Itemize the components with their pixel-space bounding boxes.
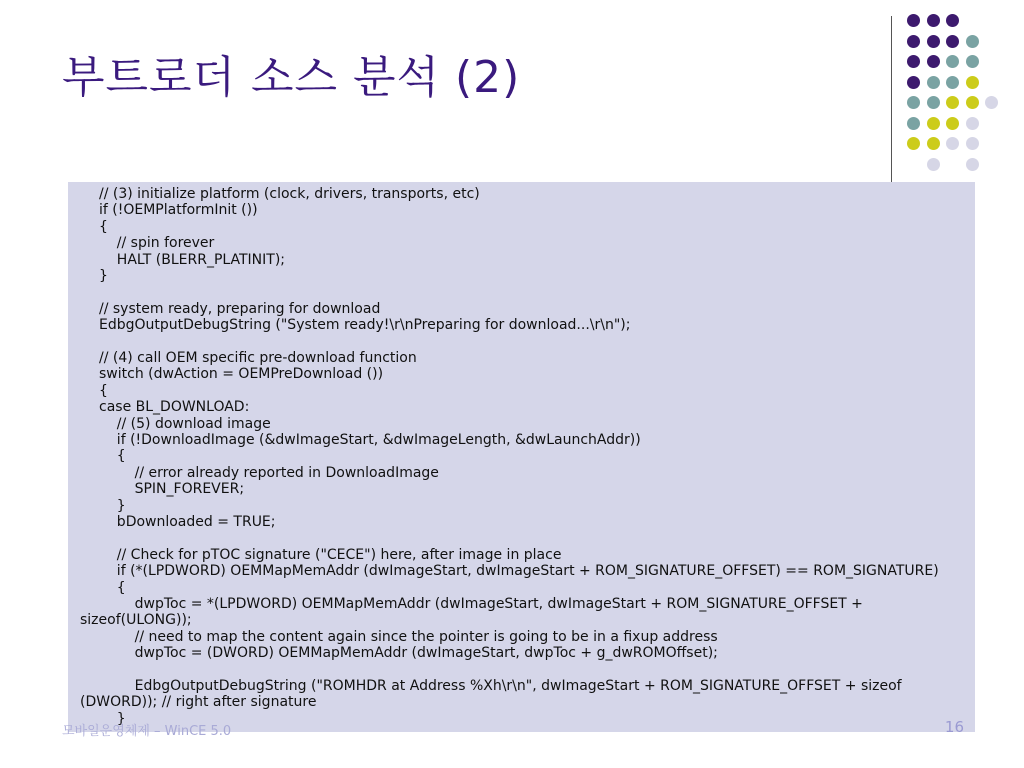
code-line: // (3) initialize platform (clock, drivers, transports, etc)	[99, 186, 480, 202]
decorative-dot	[927, 35, 940, 48]
code-line: dwpToc = *(LPDWORD) OEMMapMemAddr (dwImageStart, dwImageStart + ROM_SIGNATURE_OFFSET +	[99, 596, 863, 612]
decorative-dot	[966, 55, 979, 68]
decorative-dot	[946, 96, 959, 109]
decorative-dot	[927, 117, 940, 130]
code-line: EdbgOutputDebugString ("ROMHDR at Address %Xh\r\n", dwImageStart + ROM_SIGNATURE_OFFSET + sizeof	[99, 678, 902, 694]
code-line: }	[99, 497, 126, 514]
code-line: // Check for pTOC signature ("CECE") here, after image in place	[99, 546, 562, 563]
code-line: {	[99, 382, 108, 399]
code-line: switch (dwAction = OEMPreDownload ())	[99, 366, 384, 383]
code-line: (DWORD)); // right after signature	[80, 694, 317, 711]
code-line: }	[99, 268, 108, 284]
code-line: dwpToc = (DWORD) OEMMapMemAddr (dwImageStart, dwpToc + g_dwROMOffset);	[99, 645, 718, 662]
code-line: // (5) download image	[99, 415, 271, 432]
decorative-dot	[966, 76, 979, 89]
decorative-dot	[966, 35, 979, 48]
code-line: {	[99, 448, 126, 465]
code-block	[68, 182, 975, 732]
decorative-dot	[946, 55, 959, 68]
code-line: {	[99, 579, 126, 596]
code-line: {	[99, 218, 108, 235]
footer-course-name: 모바일운영체제 – WinCE 5.0	[62, 724, 232, 739]
code-line: EdbgOutputDebugString ("System ready!\r\nPreparing for download...\r\n");	[99, 317, 631, 334]
decorative-dot	[927, 137, 940, 150]
code-line: sizeof(ULONG));	[80, 612, 192, 629]
decorative-dot	[907, 35, 920, 48]
code-line: // system ready, preparing for download	[99, 300, 381, 317]
decorative-dot	[907, 96, 920, 109]
decorative-dot	[927, 55, 940, 68]
code-line: }	[99, 710, 126, 727]
decorative-dot	[927, 96, 940, 109]
decorative-dot	[927, 158, 940, 171]
decorative-dot	[966, 137, 979, 150]
decorative-dot	[946, 35, 959, 48]
decorative-dot	[946, 137, 959, 150]
decorative-dot	[907, 117, 920, 130]
decorative-dot	[907, 137, 920, 150]
code-line: SPIN_FOREVER;	[99, 481, 245, 498]
code-line: HALT (BLERR_PLATINIT);	[99, 251, 286, 268]
decorative-dot-grid	[907, 14, 1007, 174]
code-line: // (4) call OEM specific pre-download function	[99, 350, 417, 366]
decorative-dot	[927, 76, 940, 89]
decorative-dot	[966, 117, 979, 130]
title-divider	[891, 16, 892, 182]
code-line: // spin forever	[99, 235, 215, 252]
decorative-dot	[927, 14, 940, 27]
decorative-dot	[946, 14, 959, 27]
code-line: if (!DownloadImage (&dwImageStart, &dwImageLength, &dwLaunchAddr))	[99, 432, 641, 448]
decorative-dot	[907, 55, 920, 68]
decorative-dot	[946, 117, 959, 130]
decorative-dot	[907, 76, 920, 89]
decorative-dot	[966, 96, 979, 109]
code-line: bDownloaded = TRUE;	[99, 514, 276, 530]
code-line: case BL_DOWNLOAD:	[99, 399, 250, 416]
decorative-dot	[966, 158, 979, 171]
decorative-dot	[946, 76, 959, 89]
code-line: if (*(LPDWORD) OEMMapMemAddr (dwImageStart, dwImageStart + ROM_SIGNATURE_OFFSET) == ROM_SIGNATURE)	[99, 563, 939, 580]
decorative-dot	[907, 14, 920, 27]
decorative-dot	[985, 96, 998, 109]
slide-title: 부트로더 소스 분석 (2)	[62, 52, 521, 103]
code-line: // error already reported in DownloadImage	[99, 464, 439, 481]
code-line: // need to map the content again since the pointer is going to be in a fixup address	[99, 628, 718, 645]
code-line: if (!OEMPlatformInit ())	[99, 202, 258, 219]
page-number: 16	[944, 718, 964, 736]
